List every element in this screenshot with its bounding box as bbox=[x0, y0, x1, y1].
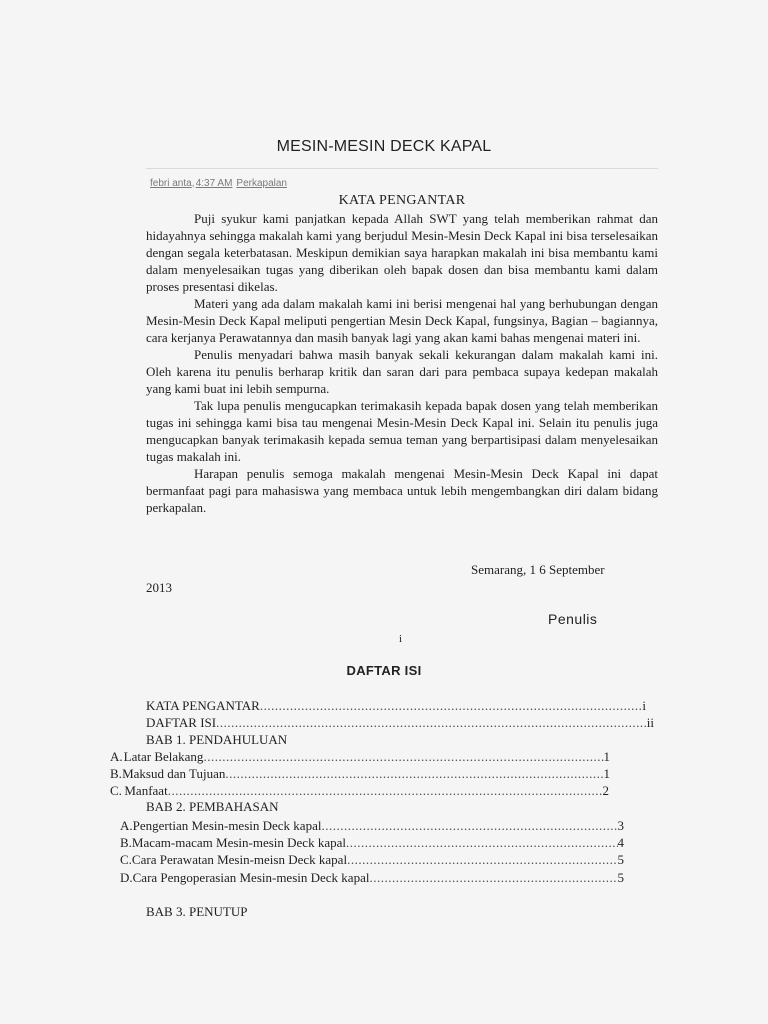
toc-page: 3 bbox=[617, 818, 624, 833]
toc-letter: C. bbox=[120, 852, 132, 867]
toc-leader bbox=[347, 851, 617, 868]
toc-leader bbox=[225, 765, 603, 782]
toc-entry bbox=[146, 697, 646, 714]
toc-entry bbox=[146, 714, 654, 731]
toc-page: 1 bbox=[603, 766, 610, 781]
toc-section: BAB 3. PENUTUP bbox=[146, 904, 248, 919]
toc-leader bbox=[321, 817, 617, 834]
page-number: i bbox=[399, 633, 403, 645]
time-link[interactable]: 4:37 AM bbox=[195, 178, 233, 189]
toc-label: DAFTAR ISI bbox=[146, 715, 217, 730]
paragraph: Tak lupa penulis mengucapkan terimakasih kepada bapak dosen yang telah memberikan tugas ini sehingga kami bisa tau mengenai Mesin-Mesin Deck Kapal ini. Selain itu penulis juga mengucapkan banyak terimakasih kepada semua teman yang berpartisipasi dalam menyelesaikan tugas makalah ini. bbox=[146, 398, 658, 464]
toc-page: 1 bbox=[603, 749, 610, 764]
signature: Penulis bbox=[548, 611, 598, 627]
year: 2013 bbox=[146, 580, 172, 595]
toc-section: BAB 1. PENDAHULUAN bbox=[146, 732, 288, 747]
toc-page: 5 bbox=[617, 870, 624, 885]
toc-label: Cara Perawatan Mesin-meisn Deck kapal bbox=[131, 852, 348, 867]
toc-leader bbox=[168, 782, 603, 799]
toc-label: KATA PENGANTAR bbox=[146, 698, 260, 713]
toc-page: ii bbox=[646, 715, 654, 730]
toc-label: Macam-macam Mesin-mesin Deck kapal bbox=[131, 835, 346, 850]
paragraph: Materi yang ada dalam makalah kami ini berisi mengenai hal yang berhubungan dengan Mesin-Mesin Deck Kapal meliputi pengertian Mesin Deck Kapal, fungsinya, Bagian – bagiannya, cara kerjanya Perawatannya dan masih banyak lagi yang akan kami bahas mengenai materi ini. bbox=[146, 296, 658, 345]
kata-pengantar-body bbox=[146, 210, 658, 516]
toc-letter: A. bbox=[110, 749, 123, 764]
toc-entry bbox=[120, 817, 624, 834]
author-link[interactable]: febri anta bbox=[150, 178, 192, 189]
toc-page: 5 bbox=[617, 852, 624, 867]
toc-label: Cara Pengoperasian Mesin-mesin Deck kapal bbox=[132, 870, 370, 885]
toc-letter: A. bbox=[120, 818, 133, 833]
title-divider bbox=[146, 168, 658, 169]
toc-entry bbox=[120, 834, 624, 851]
toc-entry bbox=[110, 748, 610, 765]
kata-pengantar-heading: KATA PENGANTAR bbox=[338, 193, 466, 208]
toc-entry bbox=[110, 765, 610, 782]
toc-page: 4 bbox=[617, 835, 624, 850]
paragraph: Penulis menyadari bahwa masih banyak sekali kekurangan dalam makalah kami ini. Oleh karena itu penulis berharap kritik dan saran dari para pembaca supaya kedepan makalah yang kami buat ini lebih sempurna. bbox=[146, 347, 658, 396]
category-link[interactable]: Perkapalan bbox=[236, 178, 287, 189]
post-title: MESIN-MESIN DECK KAPAL bbox=[276, 138, 492, 155]
toc-letter: C. bbox=[110, 783, 122, 798]
toc-entry bbox=[120, 851, 624, 868]
toc-entry bbox=[120, 869, 624, 886]
toc-leader bbox=[203, 748, 603, 765]
toc-label: Maksud dan Tujuan bbox=[122, 766, 226, 781]
toc-label: Pengertian Mesin-mesin Deck kapal bbox=[132, 818, 322, 833]
toc-leader bbox=[260, 697, 643, 714]
daftar-isi-heading: DAFTAR ISI bbox=[346, 663, 422, 678]
toc-letter: D. bbox=[120, 870, 133, 885]
toc-section: BAB 2. PEMBAHASAN bbox=[146, 799, 279, 814]
toc-letter: B. bbox=[120, 835, 132, 850]
toc-label: Manfaat bbox=[124, 783, 168, 798]
toc-label: Latar Belakang bbox=[123, 749, 204, 764]
toc-entry bbox=[110, 782, 609, 799]
toc-letter: B. bbox=[110, 766, 122, 781]
place-date: Semarang, 1 6 September bbox=[471, 562, 605, 577]
post-meta: febri anta,4:37 AM Perkapalan bbox=[150, 178, 287, 189]
paragraph: Puji syukur kami panjatkan kepada Allah SWT yang telah memberikan rahmat dan hidayahnya sehingga makalah kami yang berjudul Mesin-Mesin Deck Kapal ini bisa terselesaikan dengan segala keterbatasan. Meskipun demikian saya harapkan makalah ini bisa membantu kami dalam menyelesaikan tugas yang diberikan oleh bapak dosen dan bisa membantu kami dalam proses presentasi dikelas. bbox=[146, 211, 658, 294]
toc-leader bbox=[216, 714, 647, 731]
paragraph: Harapan penulis semoga makalah mengenai Mesin-Mesin Deck Kapal ini dapat bermanfaat pagi para mahasiswa yang membaca untuk lebih mengembangkan diri dalam bidang perkapalan. bbox=[146, 466, 658, 515]
toc-page: 2 bbox=[602, 783, 609, 798]
toc-leader bbox=[369, 869, 617, 886]
toc-leader bbox=[346, 834, 618, 851]
toc-page: i bbox=[642, 698, 646, 713]
